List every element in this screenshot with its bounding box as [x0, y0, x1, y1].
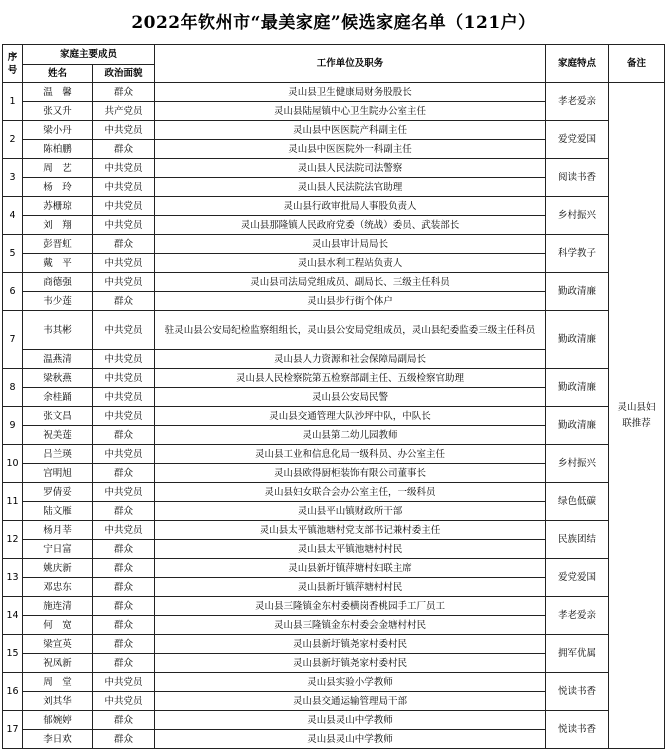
- member-name: 陆文雁: [23, 502, 93, 521]
- member-name: 戴 平: [23, 254, 93, 273]
- member-name: 周 艺: [23, 159, 93, 178]
- family-number: 8: [3, 369, 23, 407]
- family-number: 9: [3, 407, 23, 445]
- member-name: 商德强: [23, 273, 93, 292]
- family-feature: 乡村振兴: [546, 197, 609, 235]
- header-feature: 家庭特点: [546, 45, 609, 83]
- member-work-unit: 灵山县新圩镇萍塘村妇联主席: [155, 559, 546, 578]
- table-row: [3, 635, 665, 654]
- family-feature: 勤政清廉: [546, 407, 609, 445]
- member-political-status: 群众: [93, 83, 155, 102]
- family-feature: 勤政清廉: [546, 311, 609, 369]
- member-political-status: 群众: [93, 730, 155, 749]
- member-political-status: 中共党员: [93, 521, 155, 540]
- table-row: [3, 235, 665, 254]
- member-political-status: 中共党员: [93, 273, 155, 292]
- member-political-status: 群众: [93, 426, 155, 445]
- member-political-status: 中共党员: [93, 369, 155, 388]
- family-feature: 乡村振兴: [546, 445, 609, 483]
- member-name: 周 堂: [23, 673, 93, 692]
- member-work-unit: 灵山县平山镇财政所干部: [155, 502, 546, 521]
- family-feature: 爱党爱国: [546, 559, 609, 597]
- member-political-status: 中共党员: [93, 159, 155, 178]
- family-feature: 孝老爱亲: [546, 597, 609, 635]
- family-number: 1: [3, 83, 23, 121]
- family-number: 4: [3, 197, 23, 235]
- member-work-unit: 灵山县司法局党组成员、副局长、三级主任科员: [155, 273, 546, 292]
- member-work-unit: 灵山县公安局民警: [155, 388, 546, 407]
- table-row: [3, 521, 665, 540]
- member-name: 郁婉婷: [23, 711, 93, 730]
- member-name: 杨月莘: [23, 521, 93, 540]
- table-row: [3, 559, 665, 578]
- member-work-unit: 灵山县新圩镇尧家村委村民: [155, 654, 546, 673]
- member-name: 韦少莲: [23, 292, 93, 311]
- member-work-unit: 灵山县欧得厨柜装饰有限公司董事长: [155, 464, 546, 483]
- member-political-status: 中共党员: [93, 483, 155, 502]
- member-name: 宫明旭: [23, 464, 93, 483]
- member-political-status: 中共党员: [93, 692, 155, 711]
- member-work-unit: 灵山县三隆镇金东村委会金塘村村民: [155, 616, 546, 635]
- member-political-status: 中共党员: [93, 388, 155, 407]
- member-political-status: 中共党员: [93, 197, 155, 216]
- header-work: 工作单位及职务: [155, 45, 546, 83]
- member-political-status: 中共党员: [93, 216, 155, 235]
- family-number: 12: [3, 521, 23, 559]
- family-feature: 悦读书香: [546, 673, 609, 711]
- table-row: [3, 483, 665, 502]
- member-name: 吕兰瑛: [23, 445, 93, 464]
- member-work-unit: 灵山县审计局局长: [155, 235, 546, 254]
- family-feature: 勤政清廉: [546, 369, 609, 407]
- member-political-status: 群众: [93, 140, 155, 159]
- table-row: [3, 407, 665, 426]
- family-number: 13: [3, 559, 23, 597]
- member-work-unit: 灵山县交通管理大队沙坪中队，中队长: [155, 407, 546, 426]
- member-work-unit: 灵山县那隆镇人民政府党委（统战）委员、武装部长: [155, 216, 546, 235]
- member-name: 韦其彬: [23, 311, 93, 350]
- member-name: 温 馨: [23, 83, 93, 102]
- member-political-status: 中共党员: [93, 121, 155, 140]
- member-political-status: 中共党员: [93, 673, 155, 692]
- family-number: 7: [3, 311, 23, 369]
- family-feature: 勤政清廉: [546, 273, 609, 311]
- member-work-unit: 灵山县行政审批局人事股负责人: [155, 197, 546, 216]
- header-remark: 备注: [609, 45, 665, 83]
- family-number: 17: [3, 711, 23, 749]
- member-political-status: 中共党员: [93, 311, 155, 350]
- member-work-unit: 灵山县人力资源和社会保障局副局长: [155, 350, 546, 369]
- table-row: [3, 121, 665, 140]
- header-seq: 序号: [3, 45, 23, 83]
- member-political-status: 群众: [93, 578, 155, 597]
- member-political-status: 中共党员: [93, 254, 155, 273]
- member-name: 施连清: [23, 597, 93, 616]
- table-row: [3, 369, 665, 388]
- member-political-status: 群众: [93, 540, 155, 559]
- member-name: 陈柏鹏: [23, 140, 93, 159]
- family-number: 15: [3, 635, 23, 673]
- table-row: [3, 83, 665, 102]
- member-political-status: 群众: [93, 502, 155, 521]
- table-row: [3, 673, 665, 692]
- member-name: 姚庆新: [23, 559, 93, 578]
- member-work-unit: 灵山县陆屋镇中心卫生院办公室主任: [155, 102, 546, 121]
- table-row: [3, 311, 665, 350]
- family-feature: 民族团结: [546, 521, 609, 559]
- member-political-status: 群众: [93, 559, 155, 578]
- header-name: 姓名: [23, 65, 93, 83]
- member-name: 李日欢: [23, 730, 93, 749]
- member-political-status: 群众: [93, 235, 155, 254]
- family-feature: 爱党爱国: [546, 121, 609, 159]
- table-row: [3, 711, 665, 730]
- member-name: 罗倩妥: [23, 483, 93, 502]
- family-number: 11: [3, 483, 23, 521]
- family-feature: 科学教子: [546, 235, 609, 273]
- member-political-status: 群众: [93, 292, 155, 311]
- member-work-unit: 灵山县中医医院外一科副主任: [155, 140, 546, 159]
- member-name: 刘 翔: [23, 216, 93, 235]
- member-work-unit: 灵山县新圩镇萍塘村村民: [155, 578, 546, 597]
- member-name: 杨 玲: [23, 178, 93, 197]
- member-work-unit: 驻灵山县公安局纪检监察组组长，灵山县公安局党组成员，灵山县纪委监委三级主任科员: [155, 311, 546, 350]
- member-work-unit: 灵山县灵山中学教师: [155, 711, 546, 730]
- member-name: 彭晋虹: [23, 235, 93, 254]
- member-work-unit: 灵山县三隆镇金东村委横岗香桃园手工厂员工: [155, 597, 546, 616]
- member-work-unit: 灵山县新圩镇尧家村委村民: [155, 635, 546, 654]
- member-name: 宁日富: [23, 540, 93, 559]
- member-name: 何 宽: [23, 616, 93, 635]
- member-work-unit: 灵山县灵山中学教师: [155, 730, 546, 749]
- member-name: 祝凤新: [23, 654, 93, 673]
- table-row: [3, 597, 665, 616]
- member-work-unit: 灵山县第二幼儿园教师: [155, 426, 546, 445]
- member-name: 刘其华: [23, 692, 93, 711]
- member-work-unit: 灵山县工业和信息化局一级科员、办公室主任: [155, 445, 546, 464]
- header-political: 政治面貌: [93, 65, 155, 83]
- remark-cell: 灵山县妇联推荐: [609, 83, 665, 749]
- family-feature: 孝老爱亲: [546, 83, 609, 121]
- member-political-status: 共产党员: [93, 102, 155, 121]
- family-number: 2: [3, 121, 23, 159]
- member-political-status: 中共党员: [93, 445, 155, 464]
- family-number: 5: [3, 235, 23, 273]
- member-work-unit: 灵山县水利工程站负责人: [155, 254, 546, 273]
- header-members: 家庭主要成员: [23, 45, 155, 65]
- member-name: 苏栅琼: [23, 197, 93, 216]
- family-number: 10: [3, 445, 23, 483]
- member-name: 张文昌: [23, 407, 93, 426]
- family-feature: 阅读书香: [546, 159, 609, 197]
- member-name: 祝美莲: [23, 426, 93, 445]
- member-work-unit: 灵山县妇女联合会办公室主任，一级科员: [155, 483, 546, 502]
- member-name: 梁小丹: [23, 121, 93, 140]
- member-work-unit: 灵山县人民检察院第五检察部副主任、五级检察官助理: [155, 369, 546, 388]
- member-name: 梁秋燕: [23, 369, 93, 388]
- family-feature: 悦读书香: [546, 711, 609, 749]
- member-work-unit: 灵山县太平镇池塘村党支部书记兼村委主任: [155, 521, 546, 540]
- member-political-status: 群众: [93, 635, 155, 654]
- member-political-status: 群众: [93, 654, 155, 673]
- member-work-unit: 灵山县实验小学教师: [155, 673, 546, 692]
- member-political-status: 群众: [93, 616, 155, 635]
- family-number: 3: [3, 159, 23, 197]
- member-name: 余桂踊: [23, 388, 93, 407]
- member-work-unit: 灵山县人民法院司法警察: [155, 159, 546, 178]
- member-political-status: 中共党员: [93, 407, 155, 426]
- member-work-unit: 灵山县步行街个体户: [155, 292, 546, 311]
- member-political-status: 中共党员: [93, 178, 155, 197]
- page-title: 2022年钦州市“最美家庭”候选家庭名单（121户）: [131, 13, 536, 33]
- table-row: [3, 197, 665, 216]
- family-feature: 绿色低碳: [546, 483, 609, 521]
- member-name: 张又升: [23, 102, 93, 121]
- table-row: [3, 273, 665, 292]
- member-name: 温燕清: [23, 350, 93, 369]
- candidate-table: [2, 44, 665, 749]
- table-row: [3, 159, 665, 178]
- member-work-unit: 灵山县卫生健康局财务股股长: [155, 83, 546, 102]
- family-number: 14: [3, 597, 23, 635]
- member-name: 邓忠东: [23, 578, 93, 597]
- member-political-status: 群众: [93, 711, 155, 730]
- member-political-status: 群众: [93, 464, 155, 483]
- family-feature: 拥军优属: [546, 635, 609, 673]
- member-work-unit: 灵山县人民法院法官助理: [155, 178, 546, 197]
- member-name: 梁宣英: [23, 635, 93, 654]
- table-row: [3, 445, 665, 464]
- member-work-unit: 灵山县中医医院产科副主任: [155, 121, 546, 140]
- member-work-unit: 灵山县交通运输管理局干部: [155, 692, 546, 711]
- family-number: 6: [3, 273, 23, 311]
- member-work-unit: 灵山县太平镇池塘村村民: [155, 540, 546, 559]
- member-political-status: 中共党员: [93, 350, 155, 369]
- member-political-status: 群众: [93, 597, 155, 616]
- family-number: 16: [3, 673, 23, 711]
